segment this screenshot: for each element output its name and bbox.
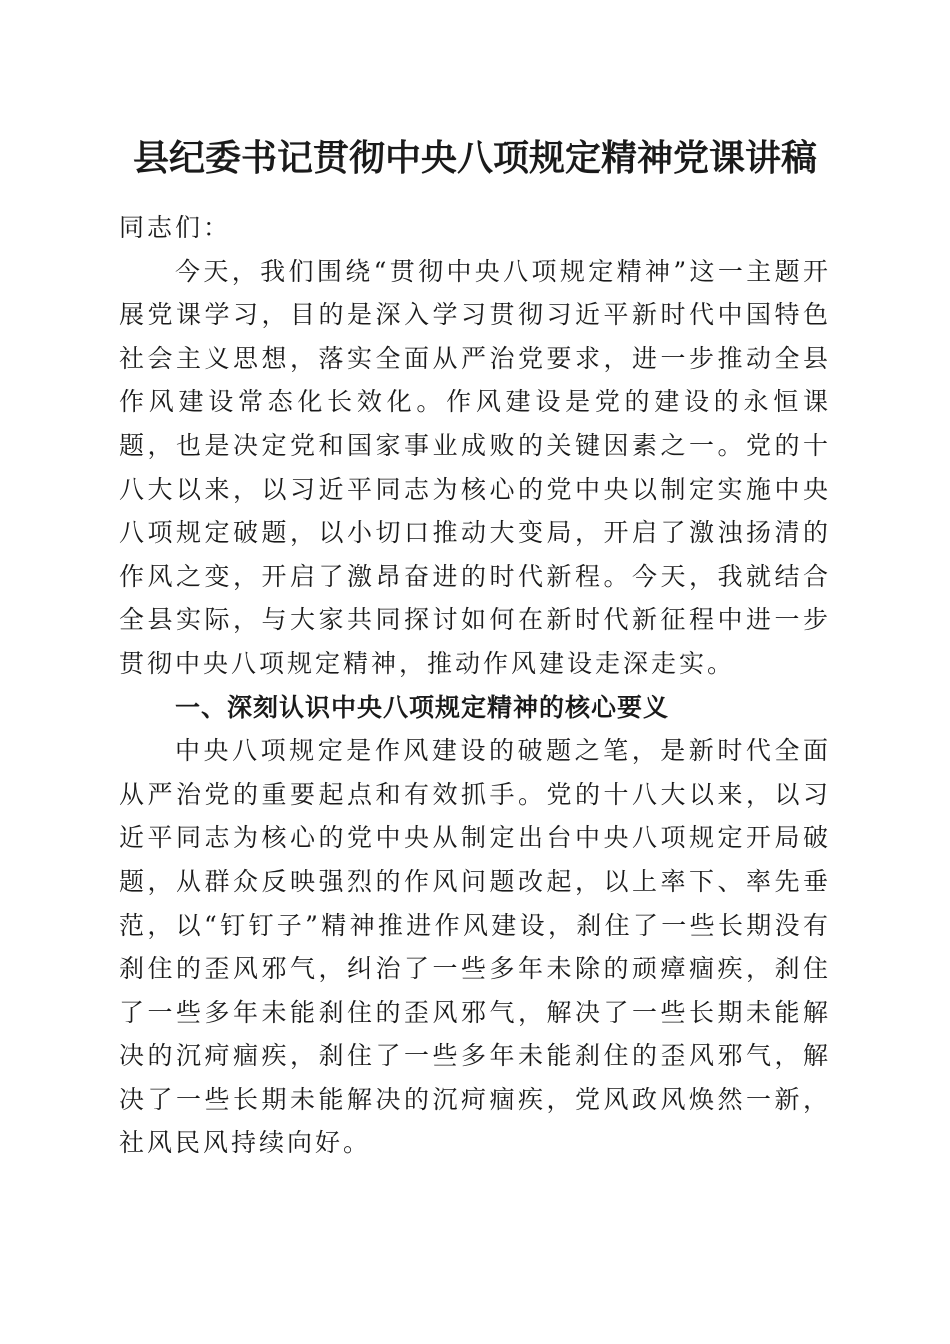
intro-paragraph: 今天，我们围绕“贯彻中央八项规定精神”这一主题开展党课学习，目的是深入学习贯彻习近平新时代中国特色社会主义思想，落实全面从严治党要求，进一步推动全县作风建设常态化长效化。作风建设是党的建设的永恒课题，也是决定党和国家事业成败的关键因素之一。党的十八大以来，以习近平同志为核心的党中央以制定实施中央八项规定破题，以小切口推动大变局，开启了激浊扬清的作风之变，开启了激昂奋进的时代新程。今天，我就结合全县实际，与大家共同探讨如何在新时代新征程中进一步贯彻中央八项规定精神，推动作风建设走深走实。 (119, 256, 831, 678)
document-title: 县纪委书记贯彻中央八项规定精神党课讲稿 (132, 137, 817, 179)
section-paragraph: 中央八项规定是作风建设的破题之笔，是新时代全面从严治党的重要起点和有效抓手。党的十八大以来，以习近平同志为核心的党中央从制定出台中央八项规定开局破题，从群众反映强烈的作风问题改起，以上率下、率先垂范，以“钉钉子”精神推进作风建设，刹住了一些长期没有刹住的歪风邪气，纠治了一些多年未除的顽瘴痼疾，刹住了一些多年未能刹住的歪风邪气，解决了一些长期未能解决的沉疴痼疾，刹住了一些多年未能刹住的歪风邪气，解决了一些长期未能解决的沉疴痼疾，党风政风焕然一新，社风民风持续向好。 (119, 736, 831, 1158)
document-body (119, 206, 831, 1165)
salutation: 同志们： (119, 213, 232, 242)
section-heading: 一、深刻认识中央八项规定精神的核心要义 (175, 692, 670, 722)
